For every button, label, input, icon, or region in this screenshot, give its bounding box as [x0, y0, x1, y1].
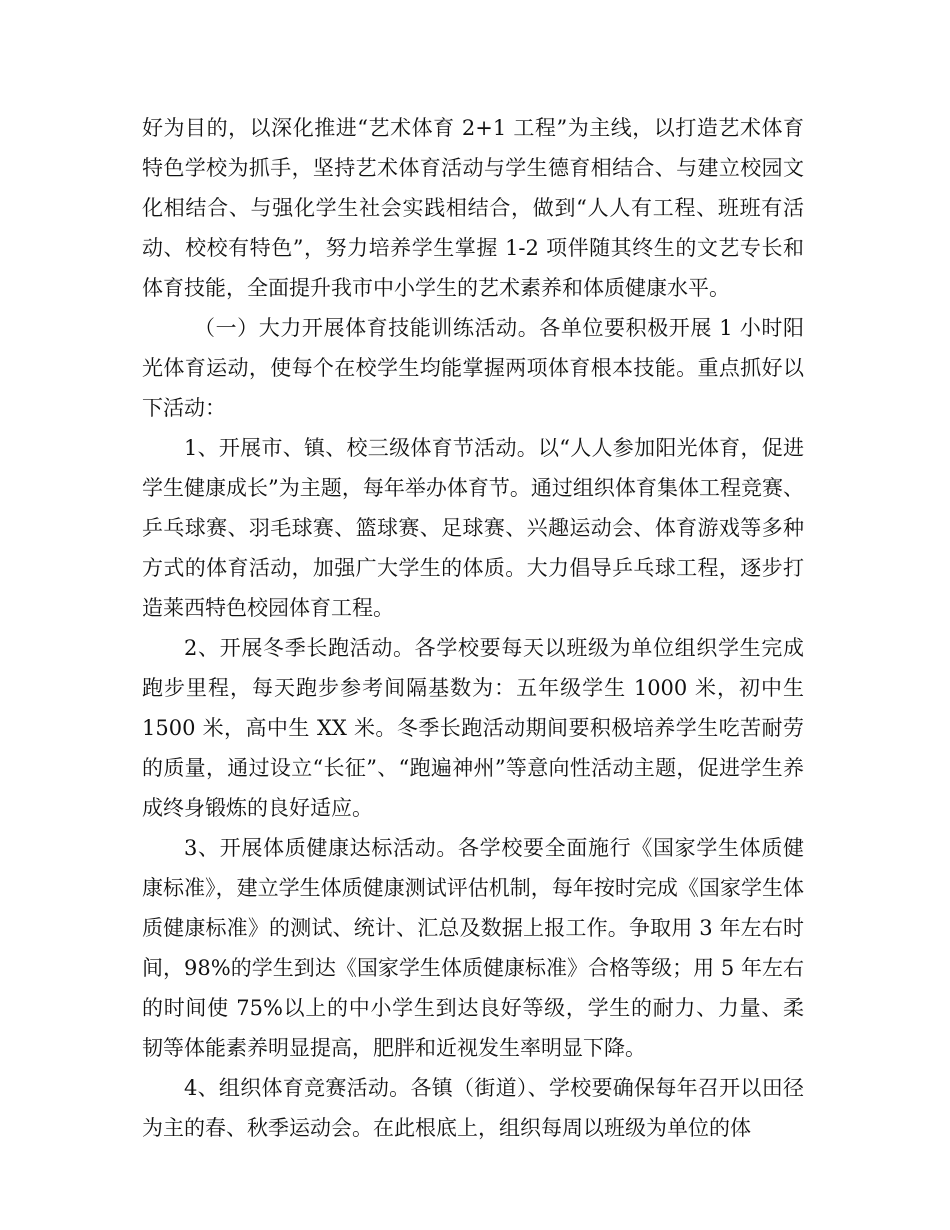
document-body [142, 108, 804, 1148]
paragraph-intro-continued: 好为目的，以深化推进“艺术体育 2+1 工程”为主线，以打造艺术体育特色学校为抓手，坚持艺术体育活动与学生德育相结合、与建立校园文化相结合、与强化学生社会实践相结合，做到“人人有工程、班班有活动、校校有特色”，努力培养学生掌握 1-2 项伴随其终生的文艺专长和体育技能，全面提升我市中小学生的艺术素养和体质健康水平。 [142, 116, 804, 300]
paragraph-item-4: 4、组织体育竞赛活动。各镇（街道）、学校要确保每年召开以田径为主的春、秋季运动会。在此根底上，组织每周以班级为单位的体 [142, 1076, 804, 1140]
paragraph-item-2: 2、开展冬季长跑活动。各学校要每天以班级为单位组织学生完成跑步里程，每天跑步参考间隔基数为：五年级学生 1000 米，初中生 1500 米，高中生 XX 米。冬季长跑活动期间要积极培养学生吃苦耐劳的质量，通过设立“长征”、“跑遍神州”等意向性活动主题，促进学生养成终身锻炼的良好适应。 [142, 636, 804, 820]
paragraph-section-one: （一）大力开展体育技能训练活动。各单位要积极开展 1 小时阳光体育运动，使每个在校学生均能掌握两项体育根本技能。重点抓好以下活动： [142, 316, 804, 420]
paragraph-item-1: 1、开展市、镇、校三级体育节活动。以“人人参加阳光体育，促进学生健康成长”为主题，每年举办体育节。通过组织体育集体工程竞赛、乒乓球赛、羽毛球赛、篮球赛、足球赛、兴趣运动会、体育游戏等多种方式的体育活动，加强广大学生的体质。大力倡导乒乓球工程，逐步打造莱西特色校园体育工程。 [142, 436, 804, 620]
paragraph-item-3: 3、开展体质健康达标活动。各学校要全面施行《国家学生体质健康标准》，建立学生体质健康测试评估机制，每年按时完成《国家学生体质健康标准》的测试、统计、汇总及数据上报工作。争取用 3 年左右时间，98%的学生到达《国家学生体质健康标准》合格等级；用 5 年左右的时间使 75%以上的中小学生到达良好等级，学生的耐力、力量、柔韧等体能素养明显提高，肥胖和近视发生率明显下降。 [142, 836, 804, 1060]
